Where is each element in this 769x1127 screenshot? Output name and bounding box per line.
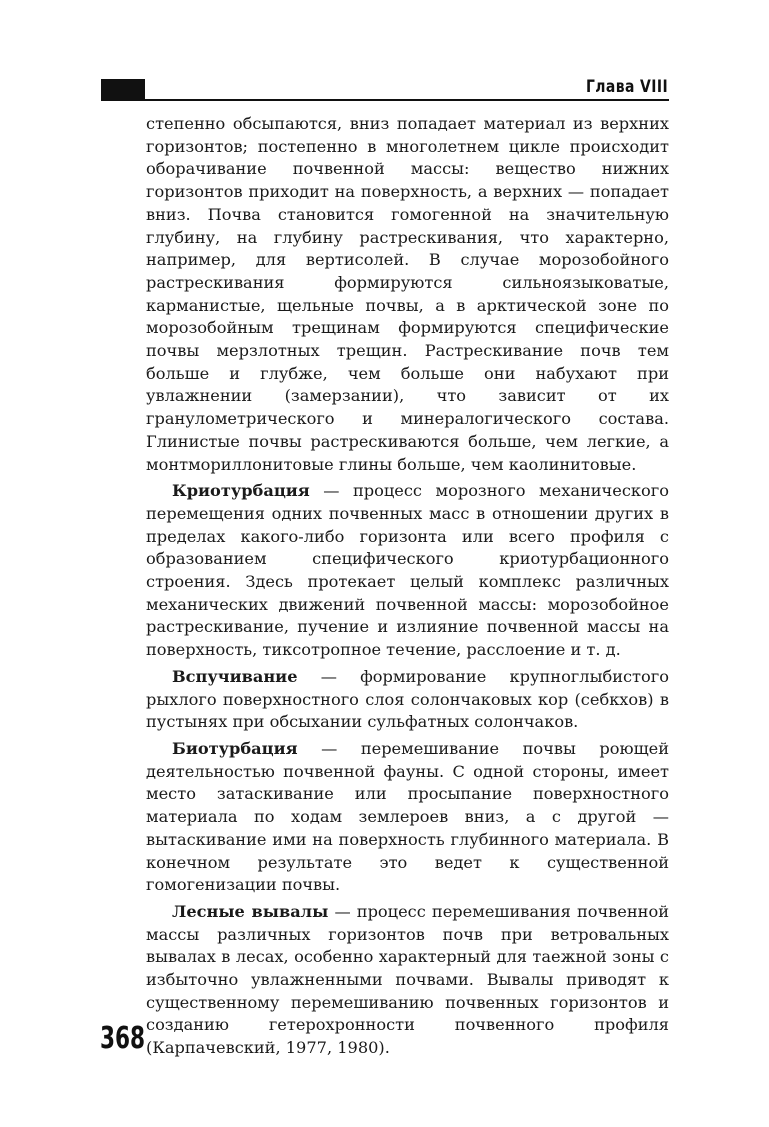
paragraph-windthrow — [146, 901, 669, 1060]
header-black-block — [101, 79, 145, 101]
body-text — [146, 113, 669, 1064]
paragraph-text: степенно обсыпаются, вниз попадает материал из верхних горизонтов; постепенно в многолетнем цикле происходит оборачивание почвенной массы: вещество нижних горизонтов приходит на поверхность, а верхних — попадает вниз. Почва становится гомогенной на значительную глубину, на глубину растрескивания, что характерно, например, для вертисолей. В случае морозобойного растрескивания формируются сильноязыковатые, карманистые, щельные почвы, а в арктической зоне по морозобойным трещинам формируются специфические почвы мерзлотных трещин. Растрескивание почв тем больше и глубже, чем больше они набухают при увлажнении (замерзании), что зависит от их гранулометрического и минералогического состава. Глинистые почвы растрескиваются больше, чем легкие, а монтмориллонитовые глины больше, чем каолинитовые. — [146, 114, 669, 474]
paragraph-text: — перемешивание почвы роющей деятельностью почвенной фауны. С одной стороны, имеет место затаскивание или просыпание поверхностного материала по ходам землероев вниз, а с другой — вытаскивание ими на поверхность глубинного материала. В конечном результате это ведет к существенной гомогенизации почвы. — [146, 738, 669, 895]
term-bioturbation: Биотурбация — [172, 738, 298, 758]
paragraph-cryoturbation — [146, 480, 669, 662]
term-swelling: Вспучивание — [172, 666, 298, 686]
header-rule — [101, 99, 669, 101]
page-number: 368 — [100, 1021, 146, 1056]
term-windthrow: Лесные вывалы — [172, 901, 329, 921]
term-cryoturbation: Криотурбация — [172, 481, 310, 501]
paragraph-text: — формирование крупноглыбистого рыхлого поверхностного слоя солончаковых кор (себкхов) в пустынях при обсыхании сульфатных солончаков. — [146, 666, 669, 732]
paragraph-text: — процесс морозного механического перемещения одних почвенных масс в отношении других в пределах какого-либо горизонта или всего профиля с образованием специфического криотурбационного строения. Здесь протекает целый комплекс различных механических движений почвенной массы: морозобойное растрескивание, пучение и излияние почвенной массы на поверхность, тиксотропное течение, расслоение и т. д. — [146, 481, 669, 660]
paragraph-continuation — [146, 113, 669, 476]
running-header-chapter: Глава VIII — [585, 77, 668, 97]
paragraph-text: — процесс перемешивания почвенной массы различных горизонтов почв при ветровальных вывалах в лесах, особенно характерный для таежной зоны с избыточно увлажненными почвами. Вывалы приводят к существенному перемешиванию почвенных горизонтов и созданию гетерохронности почвенного профиля (Карпачевский, 1977, 1980). — [146, 901, 669, 1058]
paragraph-bioturbation — [146, 738, 669, 897]
paragraph-swelling — [146, 666, 669, 734]
